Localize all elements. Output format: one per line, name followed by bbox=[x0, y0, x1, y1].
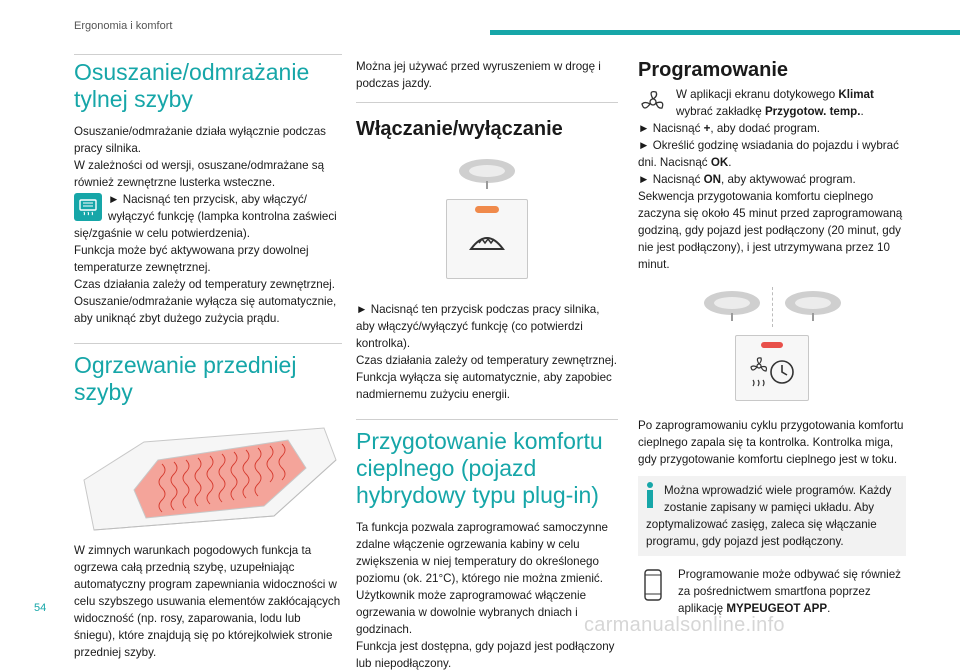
section-divider bbox=[356, 102, 618, 103]
programming-step2: ► Określić godzinę wsiadania do pojazdu i wybrać dni. Nacisnąć OK. bbox=[638, 139, 899, 169]
programming-step1: ► Nacisnąć +, aby dodać program. bbox=[638, 122, 820, 135]
info-box bbox=[638, 476, 906, 556]
column-2 bbox=[356, 58, 618, 672]
phone-note: Programowanie może odbywać się również za pośrednictwem smartfona poprzez aplikację MYPEUGEOT APP. bbox=[638, 566, 906, 617]
col2-intro: Można jej używać przed wyruszeniem w drogę i podczas jazdy. bbox=[356, 60, 601, 90]
prep-body2: Użytkownik może zaprogramować włączenie ogrzewania w dowolnie wybranych dniach i godzinach. bbox=[356, 589, 587, 636]
heating-timer-icon bbox=[747, 354, 797, 390]
dashed-separator bbox=[772, 287, 773, 327]
onoff-body1: ► Nacisnąć ten przycisk podczas pracy silnika, aby włączyć/wyłączyć funkcję (co potwierdzi kontrolka). bbox=[356, 303, 600, 350]
prep-body3: Funkcja jest dostępna, gdy pojazd jest podłączony lub niepodłączony. bbox=[356, 640, 615, 670]
indicator-lamp bbox=[761, 342, 783, 348]
heated-windscreen-illustration bbox=[74, 420, 342, 536]
steering-wheel-icon bbox=[356, 157, 618, 193]
steering-wheel-pair bbox=[638, 287, 906, 327]
heated-windscreen-icon bbox=[467, 223, 507, 255]
running-header: Ergonomia i komfort bbox=[74, 20, 173, 32]
section-divider bbox=[74, 343, 342, 344]
prep-title: Przygotowanie komfortu cieplnego (pojazd hybrydowy typu plug-in) bbox=[356, 428, 603, 508]
front-heat-title: Ogrzewanie przedniej szyby bbox=[74, 352, 297, 405]
info-text: Można wprowadzić wiele programów. Każdy zostanie zapisany w pamięci układu. Aby zoptymalizować zasięg, zaleca się włączanie programu, gdy pojazd jest podłączony. bbox=[646, 484, 892, 548]
rear-demist-step: ► Nacisnąć ten przycisk, aby włączyć/ wyłączyć funkcję (lampka kontrolna zaświeci się/zgaśnie w celu potwierdzenia). bbox=[74, 193, 337, 240]
front-heat-body: W zimnych warunkach pogodowych funkcja ta ogrzewa całą przednią szybę, uzupełniając automatyczny program zapewniania widoczności w celu szybszego usuwania elementów zakłócających widoczność (np. rosy, zaparowania, lodu lub śniegu), które znajdują się po którejkolwiek stronie przedniej szyby. bbox=[74, 544, 341, 659]
programming-step3: ► Nacisnąć ON, aby aktywować program. bbox=[638, 173, 856, 186]
header-accent-bar bbox=[490, 30, 960, 35]
section-divider bbox=[356, 419, 618, 420]
column-3 bbox=[638, 58, 906, 617]
smartphone-icon bbox=[638, 568, 672, 602]
steering-wheel-icon bbox=[783, 289, 843, 325]
programming-title: Programowanie bbox=[638, 59, 789, 81]
rear-defrost-icon bbox=[74, 193, 102, 221]
rear-demist-title: Osuszanie/odmrażanie tylnej szyby bbox=[74, 59, 310, 112]
comfort-prep-button-icon bbox=[638, 335, 906, 401]
rear-demist-p4: Czas działania zależy od temperatury zewnętrznej. bbox=[74, 278, 335, 291]
onoff-body2: Czas działania zależy od temperatury zewnętrznej. bbox=[356, 354, 617, 367]
programming-app-instruction: W aplikacji ekranu dotykowego Klimat wybrać zakładkę Przygotow. temp.. bbox=[638, 86, 906, 120]
section-divider bbox=[74, 54, 342, 55]
indicator-lamp bbox=[475, 206, 499, 213]
info-icon bbox=[646, 482, 654, 513]
front-heat-button-icon bbox=[356, 199, 618, 279]
rear-demist-p2: W zależności od wersji, osuszane/odmrażane są również zewnętrzne lusterka wsteczne. bbox=[74, 159, 325, 189]
page-number: 54 bbox=[34, 602, 47, 614]
rear-demist-p5: Osuszanie/odmrażanie wyłącza się automatycznie, aby uniknąć zbyt dużego zużycia prądu. bbox=[74, 295, 337, 325]
prep-body1: Ta funkcja pozwala zaprogramować samoczynne zdalne włączenie ogrzewania kabiny w celu zwiększenia w niej temperatury do określonego poziomu (ok. 21°C), którego nie można zmienić. bbox=[356, 521, 608, 585]
watermark: carmanualsonline.info bbox=[584, 614, 785, 636]
rear-demist-p1: Osuszanie/odmrażanie działa wyłącznie podczas pracy silnika. bbox=[74, 125, 326, 155]
onoff-body3: Funkcja wyłącza się automatycznie, aby zapobiec nadmiernemu zużyciu energii. bbox=[356, 371, 612, 401]
onoff-title: Włączanie/wyłączanie bbox=[356, 118, 563, 140]
programming-after: Po zaprogramowaniu cyklu przygotowania komfortu cieplnego zapala się ta kontrolka. Kontrolka miga, gdy przygotowanie komfortu cieplnego jest w toku. bbox=[638, 419, 904, 466]
climate-fan-icon bbox=[638, 88, 670, 116]
rear-demist-p3: Funkcja może być aktywowana przy dowolnej temperaturze zewnętrznej. bbox=[74, 244, 309, 274]
steering-wheel-icon bbox=[702, 289, 762, 325]
column-1 bbox=[74, 54, 342, 661]
programming-sequence: Sekwencja przygotowania komfortu cieplnego zaczyna się około 45 minut przed zaprogramowaną godziną, gdy pojazd jest podłączony (20 minut, gdy nie jest podłączony), i jest utrzymywana przez 10 minut. bbox=[638, 190, 903, 271]
